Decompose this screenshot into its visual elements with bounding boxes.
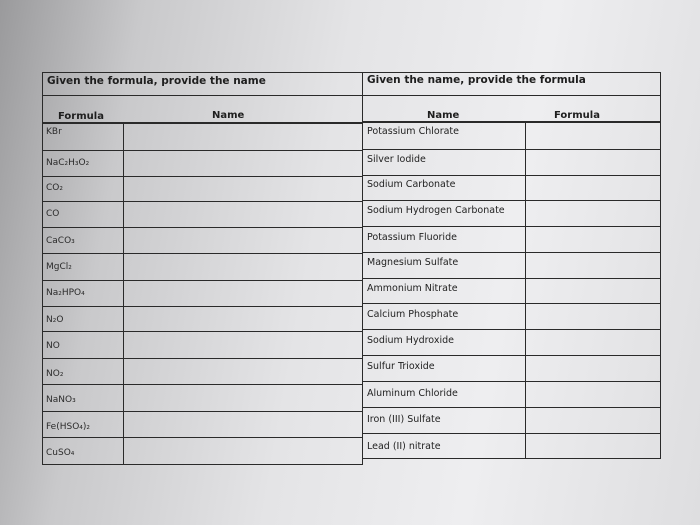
right-row-line xyxy=(362,355,661,356)
left-row-line xyxy=(42,384,362,385)
left-row-line xyxy=(42,411,362,412)
name-cell: Aluminum Chloride xyxy=(367,388,458,399)
right-row-line xyxy=(362,381,661,382)
formula-cell: CO₂ xyxy=(46,183,63,193)
left-section-heading: Given the formula, provide the name xyxy=(47,75,266,87)
formula-cell: CuSO₄ xyxy=(46,448,75,458)
right-section-heading: Given the name, provide the formula xyxy=(367,74,586,86)
right-row-line xyxy=(362,407,661,408)
left-col-formula-header: Formula xyxy=(58,111,104,122)
formula-cell: Na₂HPO₄ xyxy=(46,288,85,298)
right-row-line xyxy=(362,329,661,330)
left-col-name-header: Name xyxy=(212,110,245,121)
header-divider xyxy=(42,95,661,96)
name-cell: Sulfur Trioxide xyxy=(367,361,435,372)
section-divider xyxy=(362,72,363,465)
formula-cell: CaCO₃ xyxy=(46,236,75,246)
name-cell: Calcium Phosphate xyxy=(367,309,459,320)
right-row-line xyxy=(362,200,661,201)
left-inner-divider xyxy=(123,122,124,465)
name-cell: Lead (II) nitrate xyxy=(367,441,441,452)
table-top-border xyxy=(42,72,661,73)
left-row-line xyxy=(42,437,362,438)
right-row-line xyxy=(362,278,661,279)
formula-cell: CO xyxy=(46,209,60,219)
right-row-line xyxy=(362,303,661,304)
left-row-line xyxy=(42,331,362,332)
formula-cell: MgCl₂ xyxy=(46,262,72,272)
table-left-border xyxy=(42,72,43,465)
right-row-line xyxy=(362,149,661,150)
name-cell: Potassium Fluoride xyxy=(367,232,457,243)
right-col-formula-header: Formula xyxy=(554,110,600,121)
formula-cell: NO₂ xyxy=(46,369,64,379)
formula-cell: Fe(HSO₄)₂ xyxy=(46,422,91,432)
table-right-border xyxy=(660,72,661,459)
right-row-line xyxy=(362,226,661,227)
left-row-line xyxy=(42,253,362,254)
right-row-line xyxy=(362,175,661,176)
formula-cell: N₂O xyxy=(46,315,64,325)
name-cell: Sodium Carbonate xyxy=(367,179,456,190)
name-cell: Potassium Chlorate xyxy=(367,126,459,137)
left-row-line xyxy=(42,464,362,465)
name-cell: Magnesium Sulfate xyxy=(367,257,459,268)
right-row-line xyxy=(362,458,661,459)
formula-cell: KBr xyxy=(46,127,62,137)
name-cell: Sodium Hydrogen Carbonate xyxy=(367,205,505,216)
left-row-line xyxy=(42,227,362,228)
left-row-line xyxy=(42,176,362,177)
name-cell: Sodium Hydroxide xyxy=(367,335,454,346)
right-col-name-header: Name xyxy=(427,110,460,121)
name-cell: Ammonium Nitrate xyxy=(367,283,458,294)
left-row-line xyxy=(42,306,362,307)
column-header-underline-right xyxy=(362,121,661,123)
left-row-line xyxy=(42,150,362,151)
formula-cell: NO xyxy=(46,341,60,351)
name-cell: Iron (III) Sulfate xyxy=(367,414,441,425)
name-cell: Silver Iodide xyxy=(367,154,426,165)
left-row-line xyxy=(42,201,362,202)
right-row-line xyxy=(362,433,661,434)
formula-cell: NaC₂H₃O₂ xyxy=(46,158,90,168)
right-row-line xyxy=(362,252,661,253)
left-row-line xyxy=(42,280,362,281)
right-inner-divider xyxy=(525,121,526,459)
left-row-line xyxy=(42,358,362,359)
formula-cell: NaNO₃ xyxy=(46,395,76,405)
